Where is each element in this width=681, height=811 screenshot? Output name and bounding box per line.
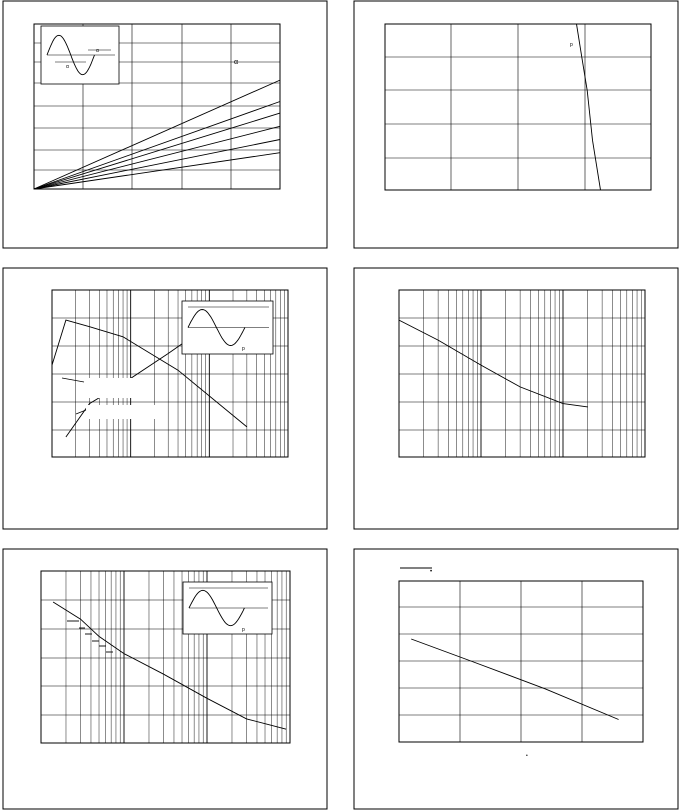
- callout-leader: [76, 410, 86, 414]
- plot-area-4: [399, 290, 645, 457]
- inset-label-alpha-left: α: [66, 64, 69, 70]
- annotation-alpha: α: [234, 59, 239, 66]
- panel-frame-5: [3, 549, 327, 809]
- inset-label-p: p: [242, 346, 245, 352]
- callout-leader: [62, 378, 84, 382]
- panel-frame-2: [354, 1, 678, 248]
- series-line-1-5: [34, 140, 280, 190]
- series-line-1-1: [34, 80, 280, 189]
- series-line-1-2: [34, 102, 280, 190]
- annotation-p: p: [570, 42, 573, 48]
- series-layer: [34, 24, 619, 729]
- annotation-dot-bottom: •: [526, 753, 528, 759]
- panel-frame-4: [354, 268, 678, 529]
- inset-label-p: p: [242, 627, 245, 633]
- series-line-2-1: [577, 24, 601, 190]
- series-line-1-3: [34, 113, 280, 189]
- series-line-6-1: [411, 639, 618, 720]
- inset-label-alpha-right: α: [96, 48, 99, 54]
- series-line-1-6: [34, 153, 280, 189]
- panel-frame-6: [354, 549, 678, 809]
- callout-mask: [84, 378, 150, 398]
- callout-mask: [86, 405, 166, 419]
- annotation-dot-top: •: [430, 569, 433, 575]
- series-line-1-4: [34, 126, 280, 189]
